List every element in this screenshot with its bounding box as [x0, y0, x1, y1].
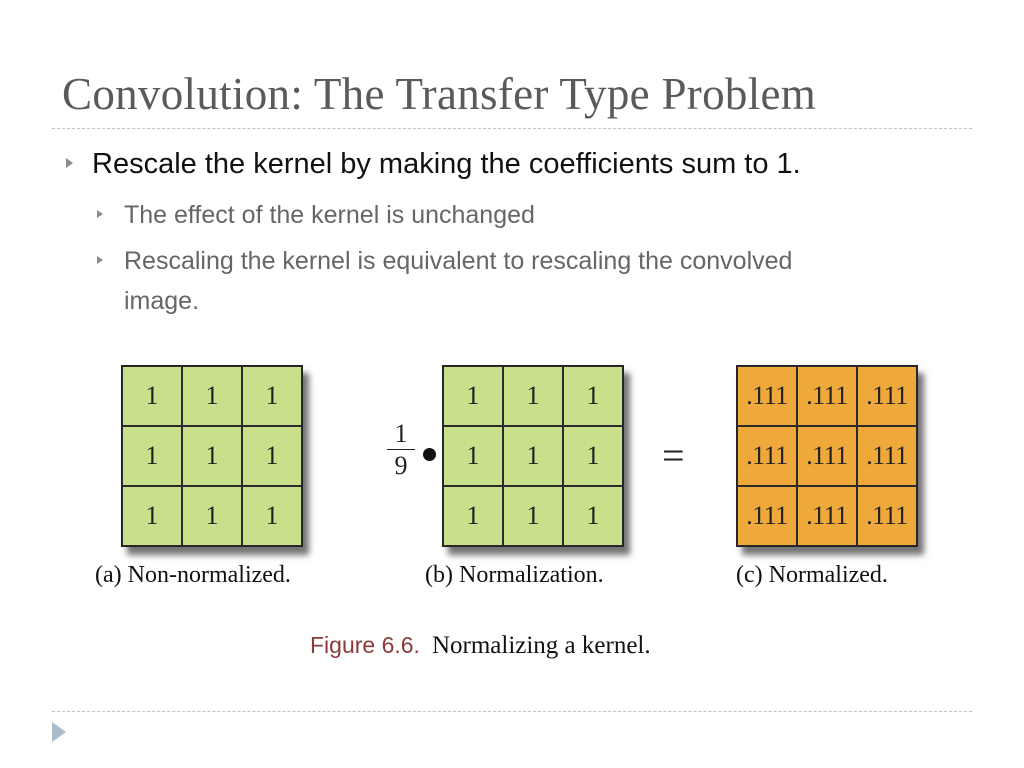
kernel-cell: .111	[857, 486, 917, 546]
figure-caption	[310, 632, 651, 660]
kernel-cell: 1	[122, 426, 182, 486]
kernel-cell: 1	[122, 366, 182, 426]
sub-bullet-2-line-2: image.	[124, 287, 200, 315]
title-divider	[52, 128, 972, 129]
sub-bullet-arrow-icon	[97, 210, 103, 218]
kernel-cell: 1	[242, 486, 302, 546]
kernel-grid-nonnormalized	[121, 365, 303, 547]
kernel-cell: .111	[797, 486, 857, 546]
multiply-dot-icon	[423, 448, 436, 461]
sub-bullet-1: The effect of the kernel is unchanged	[124, 201, 535, 229]
bullet-arrow-icon	[66, 158, 73, 168]
kernel-cell: 1	[122, 486, 182, 546]
equals-sign: =	[662, 433, 685, 478]
figure-label: Figure 6.6.	[310, 632, 420, 658]
kernel-grid-normalized	[736, 365, 918, 547]
panel-b-caption: (b) Normalization.	[425, 562, 604, 588]
fraction-one-ninth	[384, 421, 418, 479]
kernel-cell: 1	[182, 426, 242, 486]
kernel-cell: 1	[503, 426, 563, 486]
kernel-cell: .111	[857, 366, 917, 426]
sub-bullet-2-line-1: Rescaling the kernel is equivalent to rescaling the convolved	[124, 247, 793, 275]
kernel-grid-normalization	[442, 365, 624, 547]
panel-a-caption: (a) Non-normalized.	[95, 562, 291, 588]
kernel-cell: 1	[503, 486, 563, 546]
fraction-bar	[387, 449, 415, 450]
kernel-cell: 1	[503, 366, 563, 426]
kernel-cell: 1	[182, 486, 242, 546]
fraction-denominator: 9	[394, 451, 408, 480]
kernel-cell: .111	[797, 366, 857, 426]
kernel-cell: .111	[737, 486, 797, 546]
kernel-cell: 1	[563, 366, 623, 426]
kernel-cell: 1	[242, 426, 302, 486]
kernel-cell: 1	[443, 366, 503, 426]
slide-title: Convolution: The Transfer Type Problem	[62, 69, 817, 119]
footer-divider	[52, 711, 972, 712]
kernel-cell: .111	[797, 426, 857, 486]
kernel-cell: 1	[563, 426, 623, 486]
kernel-cell: 1	[443, 486, 503, 546]
kernel-cell: .111	[857, 426, 917, 486]
kernel-cell: 1	[182, 366, 242, 426]
kernel-cell: 1	[443, 426, 503, 486]
play-icon[interactable]	[52, 722, 66, 742]
kernel-cell: 1	[242, 366, 302, 426]
sub-bullet-arrow-icon	[97, 256, 103, 264]
figure-caption-text: Normalizing a kernel.	[431, 632, 651, 659]
kernel-cell: .111	[737, 366, 797, 426]
fraction-numerator: 1	[394, 419, 408, 448]
kernel-cell: .111	[737, 426, 797, 486]
panel-c-caption: (c) Normalized.	[736, 562, 888, 588]
kernel-cell: 1	[563, 486, 623, 546]
main-bullet: Rescale the kernel by making the coefficients sum to 1.	[92, 148, 801, 180]
